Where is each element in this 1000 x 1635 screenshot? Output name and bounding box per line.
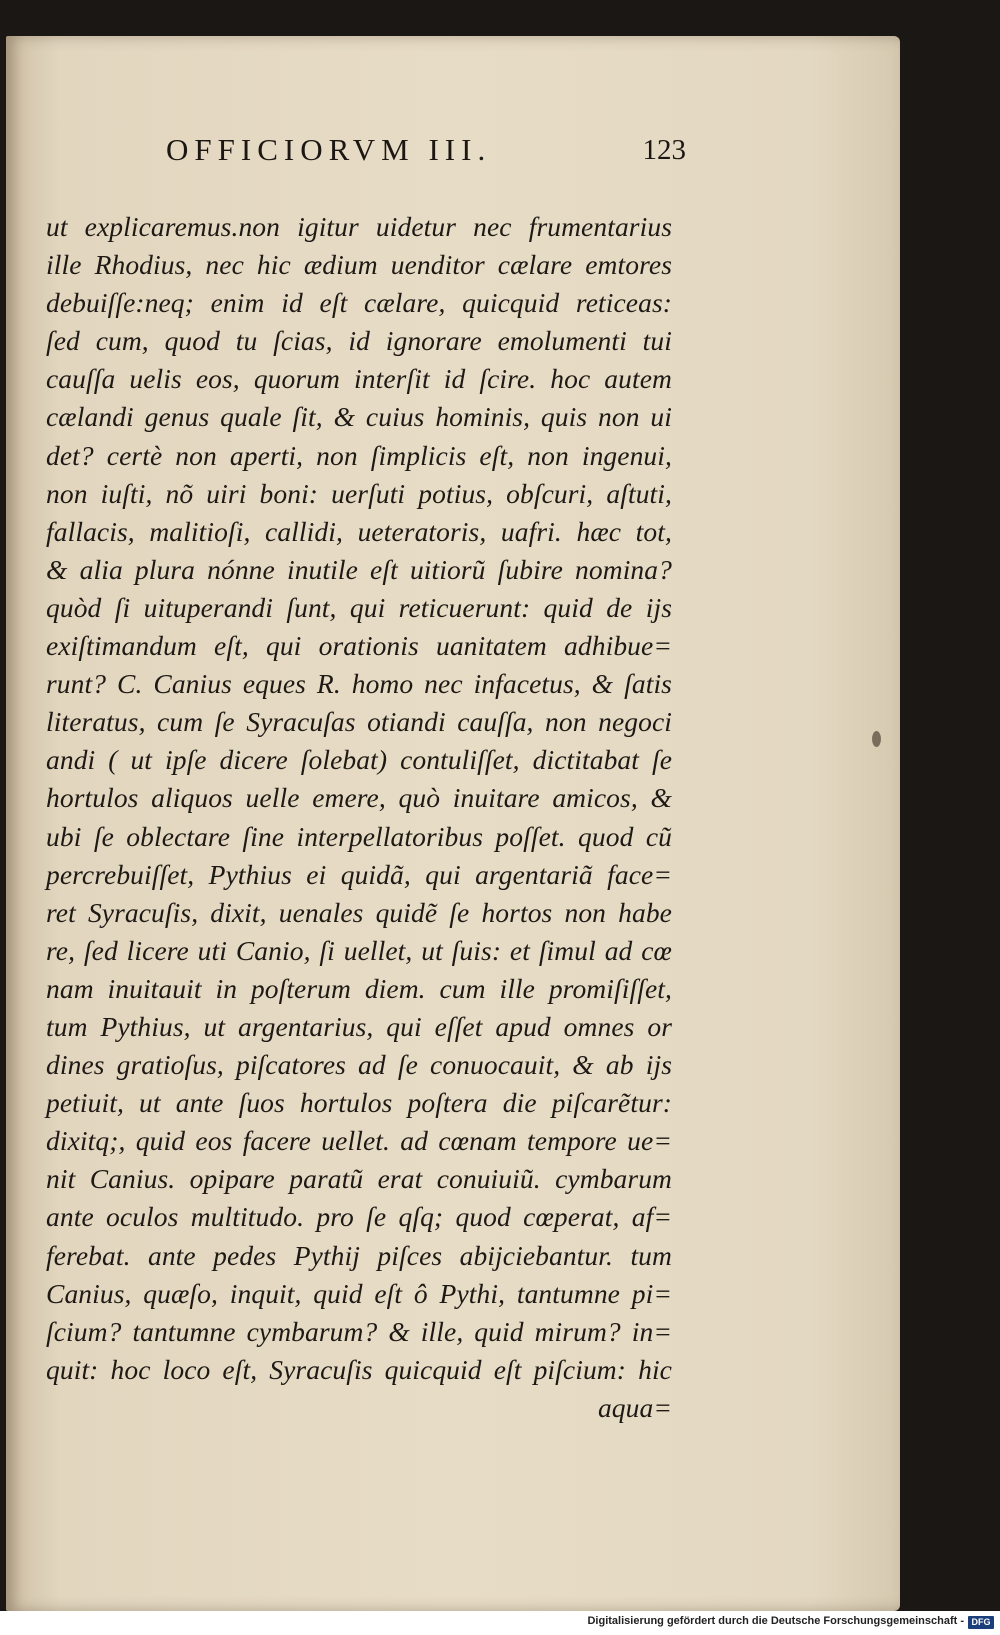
- text-line: hortulos aliquos uelle emere, quò inuitare amicos, &: [46, 782, 672, 814]
- text-line: petiuit, ut ante ſuos hortulos poſtera die piſcarẽtur:: [46, 1087, 672, 1119]
- text-line: debuiſſe:neq; enim id eſt cælare, quicquid reticeas:: [46, 287, 672, 319]
- text-line: ſed cum, quod tu ſcias, id ignorare emolumenti tui: [46, 325, 672, 357]
- text-line: ante oculos multitudo. pro ſe qſq; quod cœperat, af=: [46, 1201, 672, 1233]
- text-line: andi ( ut ipſe dicere ſolebat) contuliſſet, dictitabat ſe: [46, 744, 672, 776]
- digitization-footer: [0, 1611, 1000, 1635]
- text-line: ferebat. ante pedes Pythij piſces abijciebantur. tum: [46, 1239, 672, 1271]
- text-line: re, ſed licere uti Canio, ſi uellet, ut ſuis: et ſimul ad cœ: [46, 934, 672, 966]
- funding-credit: Digitalisierung gefördert durch die Deutsche Forschungsgemeinschaft -: [587, 1615, 964, 1627]
- text-line: ut explicaremus.non igitur uidetur nec frumentarius: [46, 211, 672, 242]
- book-page: [6, 36, 900, 1611]
- text-line: runt? C. Canius eques R. homo nec infacetus, & ſatis: [46, 668, 672, 700]
- running-head-title: OFFICIORVM III.: [166, 132, 492, 167]
- text-line: nit Canius. opipare paratũ erat conuiuiũ. cymbarum: [46, 1163, 672, 1195]
- body-text: [46, 208, 672, 1427]
- text-line: Canius, quæſo, inquit, quid eſt ô Pythi, tantumne pi=: [46, 1277, 672, 1309]
- running-head: [166, 128, 686, 178]
- text-line: cælandi genus quale ſit, & cuius hominis, quis non ui: [46, 401, 672, 433]
- text-line: nam inuitauit in poſterum diem. cum ille promiſiſſet,: [46, 972, 672, 1004]
- text-line: ſcium? tantumne cymbarum? & ille, quid mirum? in=: [46, 1315, 672, 1347]
- ink-spot: [872, 731, 881, 747]
- text-line: ille Rhodius, nec hic ædium uenditor cælare emtores: [46, 249, 672, 281]
- text-line: & alia plura nónne inutile eſt uitiorũ ſubire nomina?: [46, 553, 672, 585]
- text-line: aqua=: [597, 1391, 672, 1423]
- text-line: dines gratioſus, piſcatores ad ſe conuocauit, & ab ijs: [46, 1049, 672, 1081]
- text-line: quit: hoc loco eſt, Syracuſis quicquid eſt piſcium: hic: [46, 1353, 672, 1385]
- text-line: quòd ſi uituperandi ſunt, qui reticuerunt: quid de ijs: [46, 591, 672, 623]
- text-line: literatus, cum ſe Syracuſas otiandi cauſſa, non negoci: [46, 706, 672, 738]
- text-line: percrebuiſſet, Pythius ei quidã, qui argentariã face=: [46, 858, 672, 890]
- page-number: 123: [642, 134, 686, 166]
- text-line: cauſſa uelis eos, quorum interſit id ſcire. hoc autem: [46, 363, 672, 395]
- text-line: non iuſti, nõ uiri boni: uerſuti potius, obſcuri, aſtuti,: [46, 477, 672, 509]
- text-line: ret Syracuſis, dixit, uenales quidẽ ſe hortos non habe: [46, 896, 672, 928]
- text-line: fallacis, malitioſi, callidi, ueteratoris, uafri. hæc tot,: [46, 515, 672, 547]
- text-line: det? certè non aperti, non ſimplicis eſt, non ingenui,: [46, 439, 672, 471]
- text-line: dixitq;, quid eos facere uellet. ad cœnam tempore ue=: [46, 1125, 672, 1157]
- text-line: ubi ſe oblectare ſine interpellatoribus poſſet. quod cũ: [46, 820, 672, 852]
- dfg-logo: DFG: [968, 1616, 994, 1629]
- text-line: tum Pythius, ut argentarius, qui eſſet apud omnes or: [46, 1010, 672, 1042]
- text-line: exiſtimandum eſt, qui orationis uanitatem adhibue=: [46, 630, 672, 662]
